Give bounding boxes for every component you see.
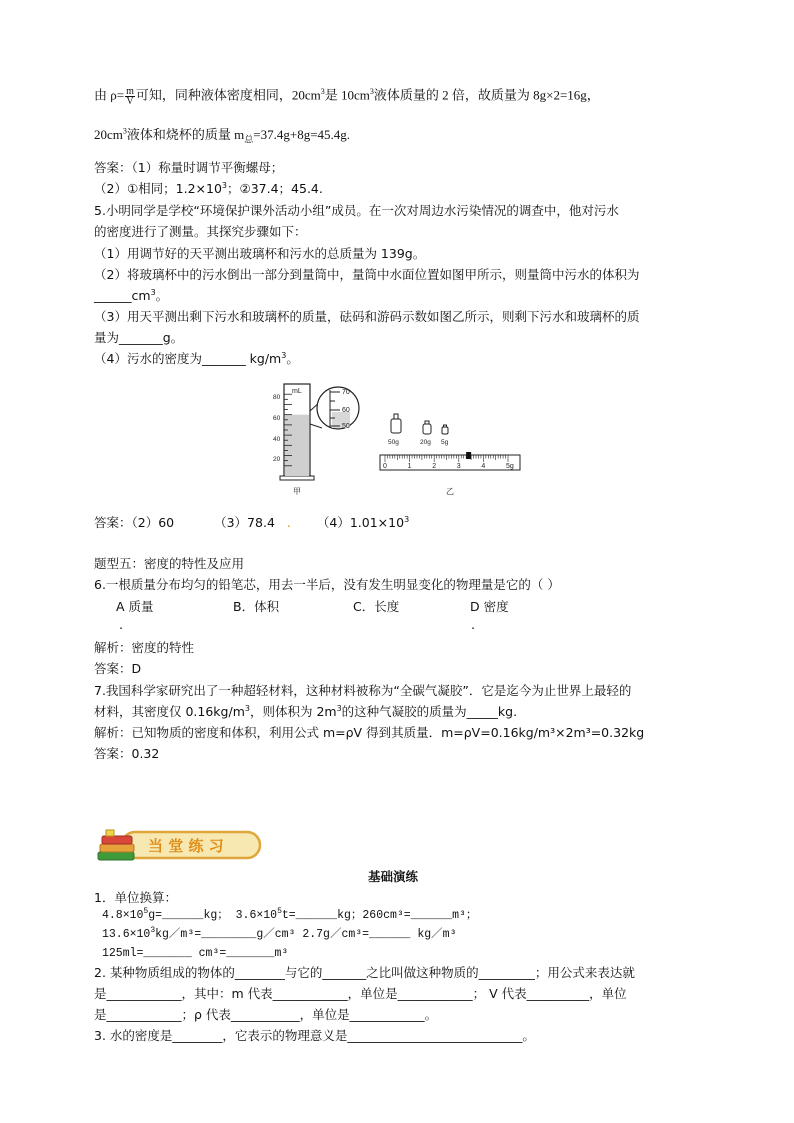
ruler-tick-label: 0 — [383, 463, 387, 470]
cylinder-tick-label: 60 — [273, 415, 281, 422]
dot-mark: . — [119, 617, 123, 632]
practice-badge — [96, 826, 264, 866]
p-q1-row-1: $4.8\times 10^5g=\_\_\_\_\_\_kg$； $3.6\times 10^5t=\_\_\_\_\_\_kg$；260cm³=______m³； — [102, 907, 478, 922]
q7-analysis: 解析：已知物质的密度和体积，利用公式 m=ρV 得到其质量．m=ρV=0.16kg/m³×2m³=0.32kg — [94, 725, 645, 740]
ruler-tick-label: 4 — [481, 463, 486, 470]
density-fraction: $\frac{m}{V}$ — [126, 86, 134, 107]
rider-ruler — [380, 452, 520, 470]
cylinder-tick-label: 20 — [273, 456, 281, 463]
ruler-tick-label: 1 — [407, 463, 412, 470]
zoom-tick-label: 60 — [342, 407, 350, 414]
cylinder-tick-label: 80 — [273, 394, 281, 401]
q5-line-1: 5.小明同学是学校“环境保护课外活动小组”成员。在一次对周边水污染情况的调查中，他对污水 — [94, 203, 619, 218]
p-q1: 1．单位换算： — [94, 890, 177, 905]
q5-step-3: （3）用天平测出剩下污水和玻璃杯的质量，砝码和游码示数如图乙所示，则剩下污水和玻璃杯的质 — [94, 309, 640, 324]
q6-option-d: D 密度 — [470, 599, 509, 614]
q5-step-4: （4）污水的密度为_______ $kg/m^3$。 — [94, 350, 299, 366]
q6-option-c: C．长度 — [353, 599, 400, 614]
q7-line-1: 7.我国科学家研究出了一种超轻材料，这种材料被称为“全碳气凝胶”．它是迄今为止世界上最轻的 — [94, 683, 632, 698]
section-type-5-title: 题型五：密度的特性及应用 — [94, 556, 245, 571]
badge-label: 当 堂 练 习 — [148, 837, 224, 855]
q5-step-2: （2）将玻璃杯中的污水倒出一部分到量筒中，量筒中水面位置如图甲所示，则量筒中污水的体积为 — [94, 267, 640, 282]
q5-line-2: 的密度进行了测量。其探究步骤如下： — [94, 224, 307, 239]
p-q2-line-2: 是____________，其中：m 代表____________，单位是____________； V 代表__________，单位 — [94, 986, 627, 1001]
ruler-tick-label: 5g — [506, 463, 514, 470]
dot-mark: . — [471, 617, 475, 632]
weight-20g: 20g — [420, 439, 431, 446]
ruler-tick-label: 2 — [432, 463, 437, 470]
zoom-tick-label: 50 — [342, 423, 350, 430]
q7-answer: 答案：0.32 — [94, 746, 160, 761]
q6-stem: 6.一根质量分布均匀的铅笔芯，用去一半后，没有发生明显变化的物理量是它的（ ） — [94, 577, 560, 592]
weight-50g: 50g — [388, 439, 399, 446]
q6-analysis: 解析：密度的特性 — [94, 640, 195, 655]
q6-option-b: B．体积 — [233, 599, 280, 614]
q5-step-2-blank: $\_\_\_\_\_\_cm^3$。 — [94, 287, 169, 303]
cylinder-tick-label: 40 — [273, 436, 281, 443]
label-jia: 甲 — [293, 487, 301, 496]
q7-line-2: 材料，其密度仅 $0.16kg/m^3$，则体积为 $2m^3$的这种气凝胶的质量为_____kg. — [94, 703, 518, 719]
p-q2-line-1: 2. 某种物质组成的物体的________与它的_______之比叫做这种物质的_________；用公式来表达就 — [94, 965, 635, 980]
cylinder-unit: mL — [292, 388, 302, 395]
q5-answer: 答案：（2）60 （3）78.4 . $(4)1.01\times 10^3$ — [94, 514, 410, 530]
p-q2-line-3: 是____________；ρ 代表___________，单位是____________。 — [94, 1007, 438, 1022]
q5-step-1: （1）用调节好的天平测出玻璃杯和污水的总质量为 139g。 — [94, 246, 426, 261]
p-q1-row-2: $13.6\times 10^3kg/m^3=\_\_\_\_\_\_\_\_g/cm^3$ 2.7g／cm³=______ kg／m³ — [102, 926, 457, 941]
answer-prev-1: 答案：（1）称量时调节平衡螺母； — [94, 160, 284, 175]
q5-step-3-blank: 量为_______g。 — [94, 330, 184, 345]
answer-prev-2: （2）①相同；$1.2\times 10^3$；②37.4；45.4. — [94, 180, 323, 196]
p-q1-row-3: 125ml=_______ cm³=_______m³ — [102, 947, 289, 960]
q6-answer: 答案：D — [94, 661, 142, 676]
q6-option-a: A 质量 — [116, 599, 154, 614]
p-q3: 3. 水的密度是________，它表示的物理意义是____________________________。 — [94, 1028, 535, 1043]
weight-5g: 5g — [441, 439, 449, 446]
derivation-line-2: $20cm^3$液体和烧杯的质量 $m_总=37.4g+8g=45.4g$. — [94, 126, 351, 145]
heading-basic-practice: 基础演练 — [368, 869, 419, 884]
measuring-cylinder — [273, 384, 314, 480]
ruler-tick-label: 3 — [456, 463, 461, 470]
label-yi: 乙 — [446, 487, 454, 496]
derivation-line-1: 由 ρ= $\frac{m}{V}$ 可知，同种液体密度相同，$20cm^3$是 $10cm^3$液体质量的 2 倍，故质量为 8g×2=16g， — [94, 86, 600, 107]
zoom-tick-label: 70 — [342, 389, 350, 396]
experiment-figure — [270, 376, 530, 500]
rider-marker — [466, 452, 471, 459]
weights — [388, 414, 449, 446]
zoom-callout — [310, 387, 359, 430]
